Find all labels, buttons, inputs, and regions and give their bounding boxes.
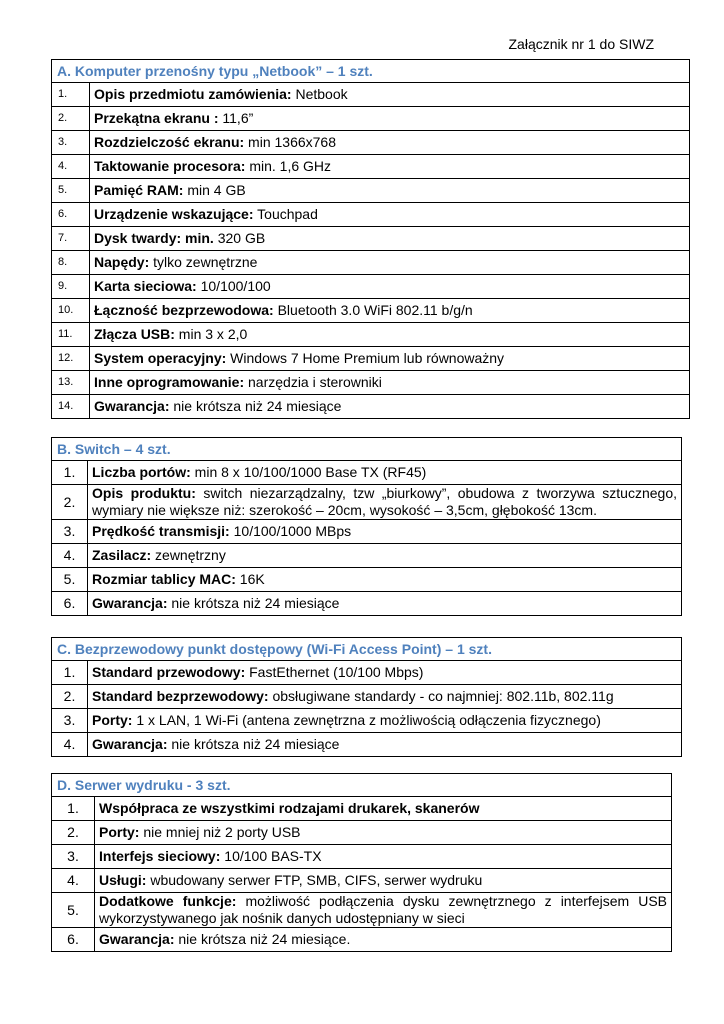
row-content xyxy=(90,323,690,347)
row-number: 10. xyxy=(52,299,90,323)
table-row xyxy=(52,685,682,709)
row-value: 1 x LAN, 1 Wi-Fi (antena zewnętrzna z możliwością odłączenia fizycznego) xyxy=(132,712,601,728)
section-title: C. Bezprzewodowy punkt dostępowy (Wi-Fi Access Point) – 1 szt. xyxy=(52,638,682,661)
row-value: switch niezarządzalny, tzw „biurkowy”, obudowa z tworzywa sztucznego, wymiary nie większe niż: szerokość – 20cm, wysokość – 3,5cm, głębokość 13cm. xyxy=(92,485,677,518)
row-content xyxy=(90,107,690,131)
row-number: 1. xyxy=(52,797,95,821)
row-label: Złącza USB: xyxy=(94,326,175,342)
row-value: nie krótsza niż 24 miesiące. xyxy=(174,931,351,947)
row-label: Pamięć RAM: xyxy=(94,182,184,198)
row-content xyxy=(95,821,672,845)
row-content xyxy=(90,395,690,419)
row-content xyxy=(95,845,672,869)
table-row xyxy=(52,661,682,685)
row-number: 1. xyxy=(52,83,90,107)
row-number: 4. xyxy=(52,155,90,179)
row-content xyxy=(90,227,690,251)
table-row xyxy=(52,179,690,203)
row-label: Prędkość transmisji: xyxy=(92,523,230,539)
row-label: Inne oprogramowanie: xyxy=(94,374,245,390)
row-value: nie mniej niż 2 porty USB xyxy=(139,824,301,840)
row-number: 2. xyxy=(52,485,88,520)
row-label: Usługi: xyxy=(99,872,147,888)
row-label: Rozdzielczość ekranu: xyxy=(94,134,245,150)
row-value: FastEthernet (10/100 Mbps) xyxy=(245,664,424,680)
row-number: 6. xyxy=(52,203,90,227)
row-content xyxy=(90,275,690,299)
row-content xyxy=(88,485,682,520)
row-number: 5. xyxy=(52,893,95,928)
row-content xyxy=(90,371,690,395)
row-content xyxy=(88,733,682,757)
row-value: 11,6” xyxy=(218,110,254,126)
row-label: Łączność bezprzewodowa: xyxy=(94,302,274,318)
row-number: 11. xyxy=(52,323,90,347)
row-value: min 1366x768 xyxy=(244,134,336,150)
row-value: 10/100 BAS-TX xyxy=(220,848,322,864)
table-row xyxy=(52,544,682,568)
row-content xyxy=(88,520,682,544)
row-content xyxy=(95,893,672,928)
row-content xyxy=(90,179,690,203)
row-value: min 4 GB xyxy=(183,182,246,198)
row-label: Porty: xyxy=(99,824,140,840)
row-value: obsługiwane standardy - co najmniej: 802.11b, 802.11g xyxy=(268,688,614,704)
row-value: wbudowany serwer FTP, SMB, CIFS, serwer wydruku xyxy=(146,872,483,888)
row-value: Windows 7 Home Premium lub równoważny xyxy=(226,350,505,366)
row-label: Dodatkowe funkcje: xyxy=(99,893,237,909)
table-row xyxy=(52,461,682,485)
row-label: Porty: xyxy=(92,712,133,728)
table-row xyxy=(52,155,690,179)
table-print-server xyxy=(51,773,672,952)
table-access-point xyxy=(51,637,682,757)
row-number: 12. xyxy=(52,347,90,371)
row-value: 320 GB xyxy=(213,230,266,246)
row-value: min 3 x 2,0 xyxy=(174,326,248,342)
row-label: Zasilacz: xyxy=(92,547,152,563)
table-row xyxy=(52,485,682,520)
row-value: Netbook xyxy=(291,86,348,102)
row-label: Standard bezprzewodowy: xyxy=(92,688,269,704)
table-row xyxy=(52,568,682,592)
row-value: nie krótsza niż 24 miesiące xyxy=(167,736,340,752)
row-value: Bluetooth 3.0 WiFi 802.11 b/g/n xyxy=(273,302,473,318)
row-content xyxy=(90,299,690,323)
row-content xyxy=(88,461,682,485)
row-value: 10/100/1000 MBps xyxy=(229,523,352,539)
row-content xyxy=(88,709,682,733)
table-row xyxy=(52,733,682,757)
row-content xyxy=(90,203,690,227)
row-label: Opis produktu: xyxy=(92,485,196,501)
row-content xyxy=(88,685,682,709)
row-content xyxy=(88,592,682,616)
section-title: D. Serwer wydruku - 3 szt. xyxy=(52,774,672,797)
table-row xyxy=(52,323,690,347)
row-number: 2. xyxy=(52,821,95,845)
row-label: Gwarancja: xyxy=(94,398,170,414)
row-label: Gwarancja: xyxy=(92,736,168,752)
row-value: zewnętrzny xyxy=(151,547,226,563)
row-content xyxy=(95,928,672,952)
row-number: 2. xyxy=(52,685,88,709)
table-row xyxy=(52,520,682,544)
row-value: min. 1,6 GHz xyxy=(245,158,332,174)
row-number: 4. xyxy=(52,733,88,757)
row-number: 3. xyxy=(52,520,88,544)
annex-label: Załącznik nr 1 do SIWZ xyxy=(508,36,654,52)
table-row xyxy=(52,371,690,395)
row-value: 16K xyxy=(235,571,265,587)
row-label: Dysk twardy: min. xyxy=(94,230,214,246)
table-row xyxy=(52,227,690,251)
row-number: 8. xyxy=(52,251,90,275)
table-row xyxy=(52,251,690,275)
row-content xyxy=(90,83,690,107)
table-row xyxy=(52,845,672,869)
row-value: tylko zewnętrzne xyxy=(149,254,258,270)
row-number: 5. xyxy=(52,179,90,203)
row-label: Taktowanie procesora: xyxy=(94,158,246,174)
table-row xyxy=(52,275,690,299)
row-number: 5. xyxy=(52,568,88,592)
row-content xyxy=(90,155,690,179)
row-label: Rozmiar tablicy MAC: xyxy=(92,571,236,587)
table-row xyxy=(52,797,672,821)
row-label: Napędy: xyxy=(94,254,150,270)
row-content xyxy=(88,661,682,685)
row-content xyxy=(88,544,682,568)
row-content xyxy=(95,797,672,821)
table-row xyxy=(52,869,672,893)
row-number: 1. xyxy=(52,661,88,685)
row-value: nie krótsza niż 24 miesiące xyxy=(169,398,342,414)
table-netbook xyxy=(51,59,690,419)
row-number: 4. xyxy=(52,869,95,893)
section-title: B. Switch – 4 szt. xyxy=(52,438,682,461)
row-number: 7. xyxy=(52,227,90,251)
section-title: A. Komputer przenośny typu „Netbook” – 1 szt. xyxy=(52,60,690,83)
row-content xyxy=(95,869,672,893)
table-row xyxy=(52,107,690,131)
row-label: Gwarancja: xyxy=(99,931,175,947)
row-label: Interfejs sieciowy: xyxy=(99,848,221,864)
row-number: 3. xyxy=(52,131,90,155)
row-value: Touchpad xyxy=(253,206,318,222)
row-value: nie krótsza niż 24 miesiące xyxy=(167,595,340,611)
row-number: 6. xyxy=(52,928,95,952)
table-row xyxy=(52,592,682,616)
row-content xyxy=(90,347,690,371)
table-row xyxy=(52,893,672,928)
row-value: narzędzia i sterowniki xyxy=(244,374,382,390)
row-label: Standard przewodowy: xyxy=(92,664,246,680)
table-row xyxy=(52,83,690,107)
table-row xyxy=(52,709,682,733)
row-number: 14. xyxy=(52,395,90,419)
row-label: Opis przedmiotu zamówienia: xyxy=(94,86,292,102)
row-number: 6. xyxy=(52,592,88,616)
row-content xyxy=(88,568,682,592)
table-row xyxy=(52,347,690,371)
row-number: 1. xyxy=(52,461,88,485)
row-label: Liczba portów: xyxy=(92,464,191,480)
row-number: 4. xyxy=(52,544,88,568)
row-number: 13. xyxy=(52,371,90,395)
row-label: System operacyjny: xyxy=(94,350,227,366)
row-label: Współpraca ze wszystkimi rodzajami drukarek, skanerów xyxy=(99,800,480,816)
row-number: 9. xyxy=(52,275,90,299)
table-switch xyxy=(51,437,682,616)
table-row xyxy=(52,203,690,227)
table-row xyxy=(52,395,690,419)
row-value: min 8 x 10/100/1000 Base TX (RF45) xyxy=(190,464,427,480)
table-row xyxy=(52,131,690,155)
row-label: Karta sieciowa: xyxy=(94,278,197,294)
row-number: 2. xyxy=(52,107,90,131)
row-label: Gwarancja: xyxy=(92,595,168,611)
row-label: Przekątna ekranu : xyxy=(94,110,219,126)
row-value: 10/100/100 xyxy=(196,278,271,294)
row-number: 3. xyxy=(52,709,88,733)
row-content xyxy=(90,251,690,275)
row-number: 3. xyxy=(52,845,95,869)
row-label: Urządzenie wskazujące: xyxy=(94,206,254,222)
row-value: możliwość podłączenia dysku zewnętrznego z interfejsem USB wykorzystywanego jak nośnik danych udostępniany w sieci xyxy=(99,893,667,926)
table-row xyxy=(52,821,672,845)
table-row xyxy=(52,928,672,952)
row-content xyxy=(90,131,690,155)
table-row xyxy=(52,299,690,323)
